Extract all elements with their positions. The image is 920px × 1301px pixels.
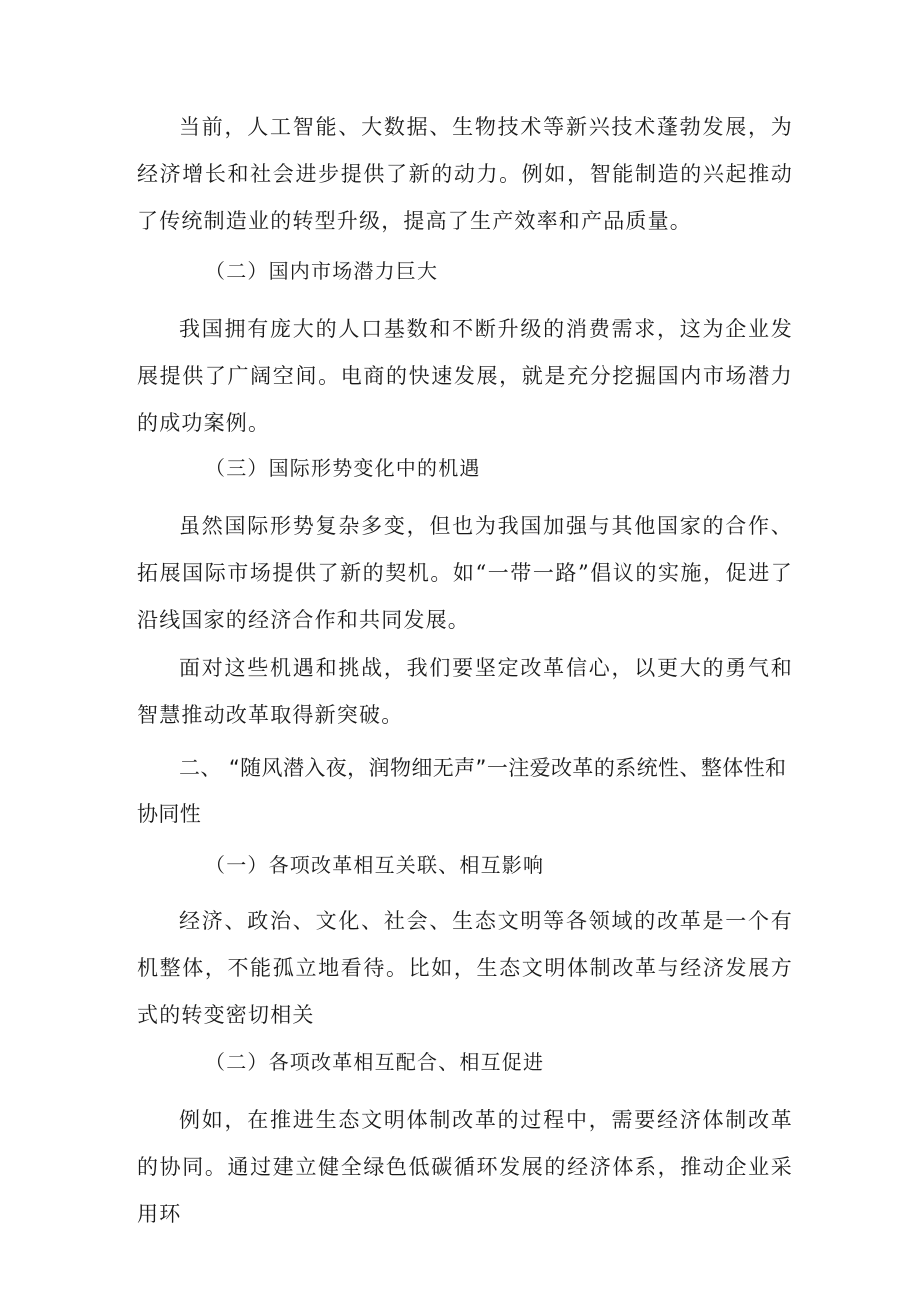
section-heading-two: 二、 “随风潜入夜，润物细无声”一注爱改革的系统性、整体性和协同性 [137, 756, 787, 826]
subheading-reforms-interrelated: （一）各项改革相互关联、相互影响 [205, 853, 545, 877]
subheading-domestic-market: （二）国内市场潜力巨大 [205, 259, 439, 283]
paragraph-tech-development: 当前，人工智能、大数据、生物技术等新兴技术蓬勃发展，为经济增长和社会进步提供了新的动力。例如，智能制造的兴起推动了传统制造业的转型升级，提高了生产效率和产品质量。 [137, 115, 793, 233]
subheading-reforms-cooperate: （二）各项改革相互配合、相互促进 [205, 1050, 545, 1074]
paragraph-ecological-reform: 例如，在推进生态文明体制改革的过程中，需要经济体制改革的协同。通过建立健全绿色低碳循环发展的经济体系，推动企业采用环 [137, 1108, 793, 1226]
paragraph-domestic-market: 我国拥有庞大的人口基数和不断升级的消费需求，这为企业发展提供了广阔空间。电商的快速发展，就是充分挖掘国内市场潜力的成功案例。 [137, 317, 793, 435]
subheading-international-opportunity: （三）国际形势变化中的机遇 [205, 456, 481, 480]
paragraph-face-challenges: 面对这些机遇和挑战，我们要坚定改革信心，以更大的勇气和智慧推动改革取得新突破。 [137, 656, 793, 727]
paragraph-reform-fields: 经济、政治、文化、社会、生态文明等各领域的改革是一个有机整体，不能孤立地看待。比如，生态文明体制改革与经济发展方式的转变密切相关 [137, 909, 793, 1027]
paragraph-international-situation: 虽然国际形势复杂多变，但也为我国加强与其他国家的合作、拓展国际市场提供了新的契机。如“一带一路”倡议的实施，促进了沿线国家的经济合作和共同发展。 [137, 514, 793, 632]
